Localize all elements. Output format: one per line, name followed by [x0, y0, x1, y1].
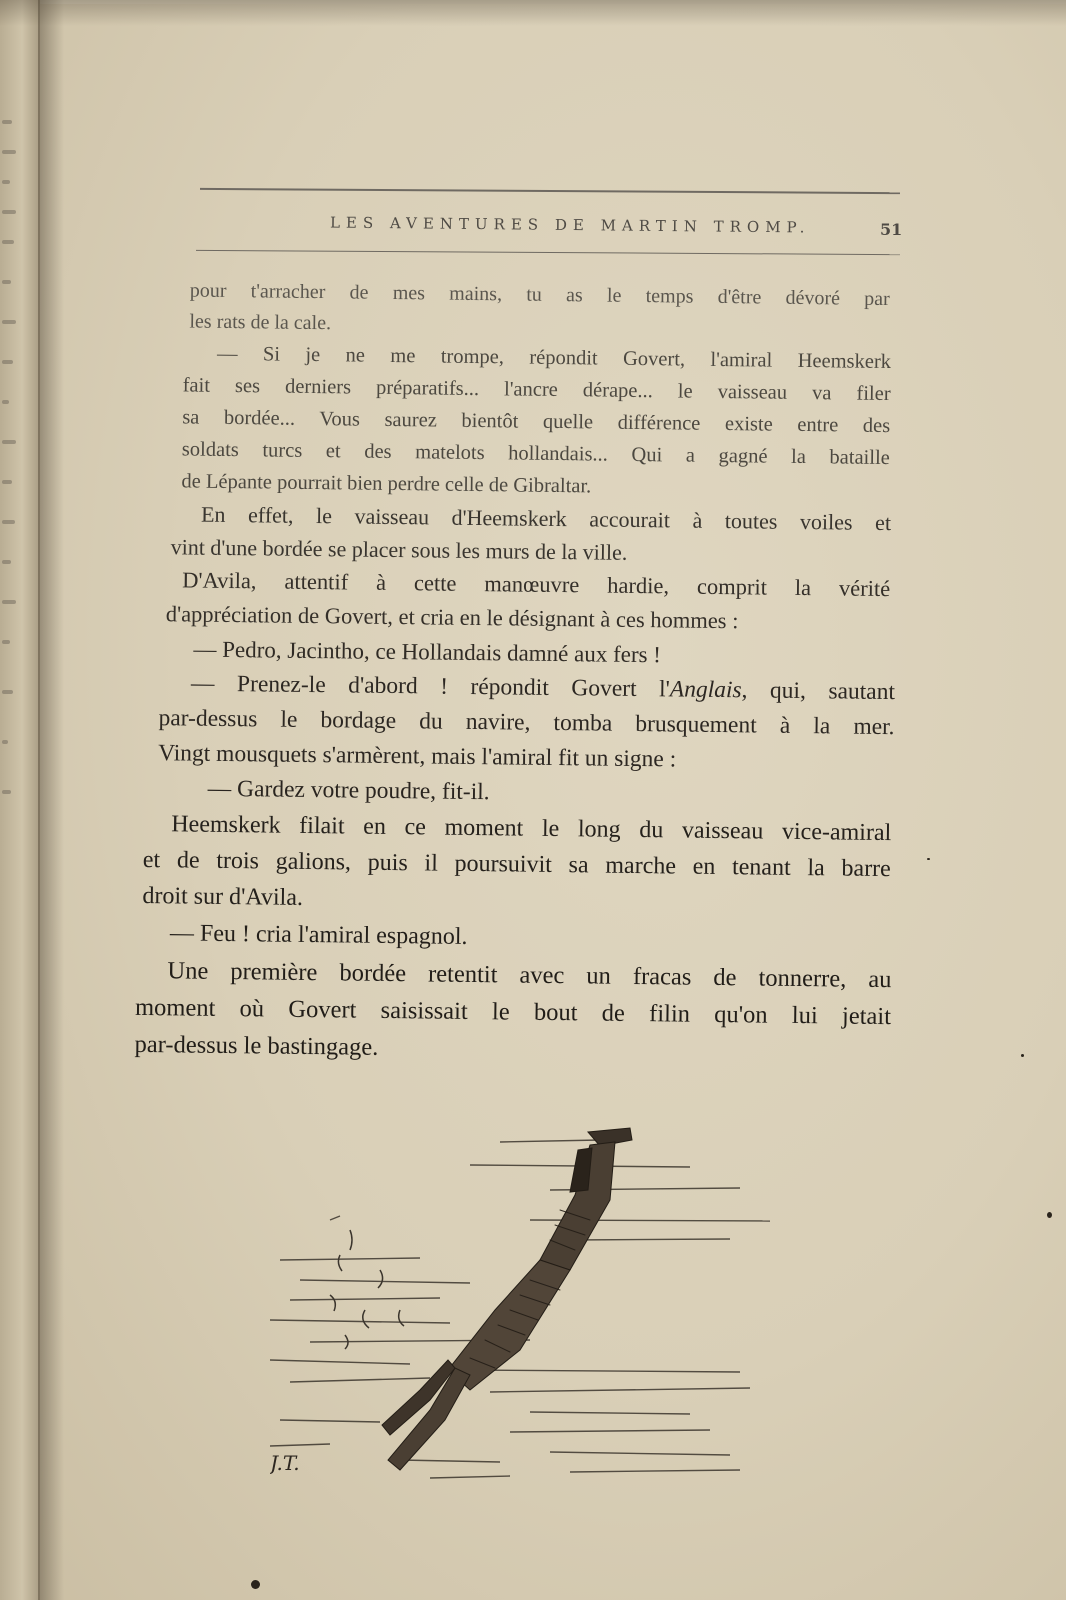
- engraving-diver-illustration: [270, 1120, 790, 1520]
- left-page-edge: [0, 0, 40, 1600]
- paper-speck: [1021, 1054, 1024, 1057]
- text-line: — Feu ! cria l'amiral espagnol.: [169, 920, 468, 950]
- text-line: sa bordée... Vous saurez bientôt quelle différence existe entre des: [182, 406, 891, 438]
- text-fragment: , qui, sautant: [741, 677, 896, 706]
- text-line: Vingt mousquets s'armèrent, mais l'amiral fit un signe :: [158, 740, 677, 773]
- text-line: par-dessus le bastingage.: [134, 1030, 379, 1061]
- text-line: de Lépante pourrait bien perdre celle de Gibraltar.: [181, 470, 592, 498]
- paragraph: [166, 563, 891, 640]
- text-line: Une première bordée retentit avec un fracas de tonnerre, au: [167, 957, 892, 994]
- paragraph: [158, 666, 895, 780]
- text-fragment: — Prenez-le d'abord ! répondit Govert l': [190, 670, 670, 703]
- paper-speck: [251, 1580, 260, 1589]
- text-line: — Pedro, Jacintho, ce Hollandais damné aux fers !: [193, 636, 662, 668]
- text-line: les rats de la cale.: [189, 310, 332, 335]
- text-line: — Si je ne me trompe, répondit Govert, l'amiral Heemskerk: [216, 342, 892, 374]
- text-line: Heemskerk filait en ce moment le long du vaisseau vice-amiral: [171, 811, 892, 847]
- paragraph: [142, 806, 891, 923]
- page-number: 51: [880, 220, 903, 239]
- italic-word: Anglais: [669, 676, 742, 704]
- text-line: d'appréciation de Govert, et cria en le désignant à ces hommes :: [165, 601, 739, 634]
- paper-speck: [927, 858, 930, 860]
- text-line: et de trois galions, puis il poursuivit sa marche en tenant la barre: [142, 846, 891, 883]
- text-line: D'Avila, attentif à cette manœuvre hardie, comprit la vérité: [182, 567, 891, 602]
- text-line: pour t'arracher de mes mains, tu as le temps d'être dévoré par: [189, 279, 890, 311]
- body-text: [134, 275, 910, 1072]
- diver-figure: [382, 1128, 632, 1470]
- text-line: — Gardez votre poudre, fit-il.: [207, 775, 490, 806]
- gutter-shadow: [38, 0, 64, 1600]
- splash-marks: [330, 1230, 404, 1349]
- text-line: soldats turcs et des matelots hollandais... Qui a gagné la bataille: [181, 438, 890, 470]
- paragraph: [181, 337, 891, 506]
- text-line: En effet, le vaisseau d'Heemskerk accourait à toutes voiles et: [200, 501, 892, 536]
- paragraph: [170, 497, 891, 572]
- text-line: par-dessus le bordage du navire, tomba brusquement à la mer.: [158, 705, 895, 741]
- text-line: droit sur d'Avila.: [142, 882, 304, 911]
- running-title: LES AVENTURES DE MARTIN TROMP.: [329, 213, 811, 237]
- illustrator-signature: J.T.: [270, 1451, 300, 1475]
- text-line: fait ses derniers préparatifs... l'ancre dérape... le vaisseau va filer: [182, 374, 891, 406]
- text-line: vint d'une bordée se placer sous les murs de la ville.: [170, 534, 628, 565]
- top-shadow: [0, 0, 1066, 26]
- paper-speck: [1047, 1212, 1052, 1218]
- paragraph: [134, 952, 891, 1072]
- paragraph: [189, 275, 890, 346]
- text-line: moment où Govert saisissait le bout de filin qu'on lui jetait: [134, 993, 892, 1031]
